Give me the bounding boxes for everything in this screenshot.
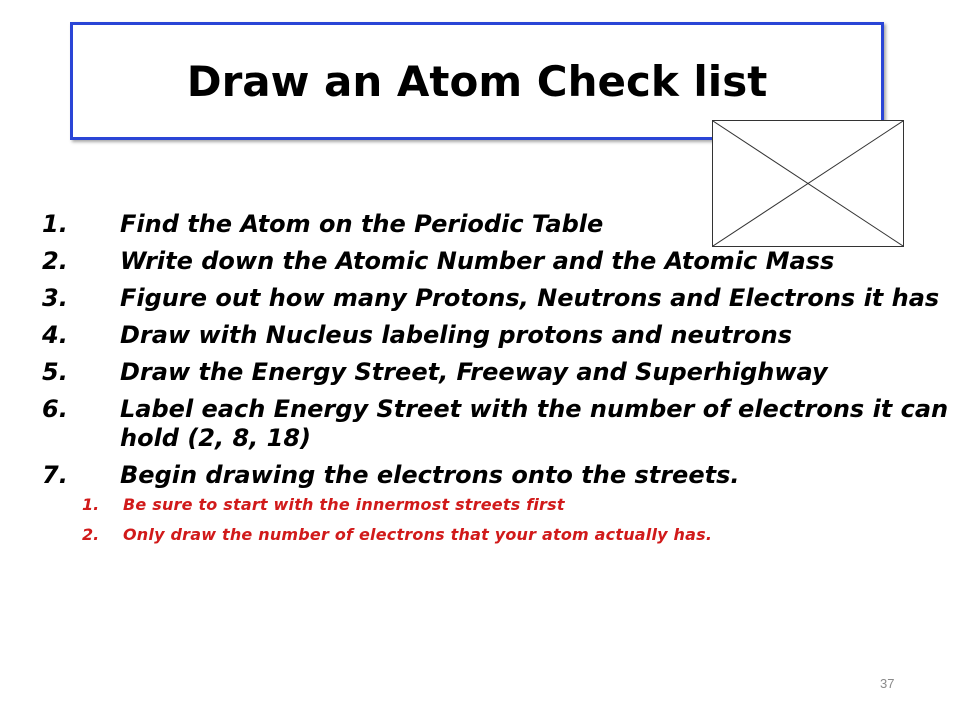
step-number: 3. [42, 284, 68, 312]
step-number: 5. [42, 358, 68, 386]
slide-title: Draw an Atom Check list [186, 56, 768, 106]
step-number: 1. [42, 210, 68, 238]
substep-item [42, 524, 952, 546]
substep-text: Only draw the number of electrons that your atom actually has. [123, 525, 713, 544]
step-text: Write down the Atomic Number and the Atomic Mass [120, 247, 835, 275]
step-text: Figure out how many Protons, Neutrons and Electrons it has [120, 284, 940, 312]
substep-number: 2. [82, 525, 100, 544]
substep-container [42, 494, 952, 546]
checklist-item [42, 395, 952, 453]
step-number: 4. [42, 321, 68, 349]
substep-item [42, 494, 952, 516]
step-text: Label each Energy Street with the number of electrons it can hold (2, 8, 18) [120, 395, 949, 452]
step-number: 6. [42, 395, 68, 423]
checklist [42, 210, 952, 554]
checklist-item [42, 247, 952, 276]
checklist-item [42, 210, 952, 239]
step-text: Draw with Nucleus labeling protons and neutrons [120, 321, 792, 349]
step-text: Find the Atom on the Periodic Table [120, 210, 604, 238]
page-number: 37 [880, 676, 895, 691]
substep-list [42, 494, 952, 546]
checklist-item [42, 284, 952, 313]
step-text: Begin drawing the electrons onto the streets. [120, 461, 740, 489]
checklist-item [42, 358, 952, 387]
step-number: 7. [42, 461, 68, 489]
step-text: Draw the Energy Street, Freeway and Superhighway [120, 358, 828, 386]
substep-number: 1. [82, 495, 100, 514]
checklist-item [42, 321, 952, 350]
substep-text: Be sure to start with the innermost streets first [123, 495, 565, 514]
step-number: 2. [42, 247, 68, 275]
checklist-item [42, 461, 952, 490]
